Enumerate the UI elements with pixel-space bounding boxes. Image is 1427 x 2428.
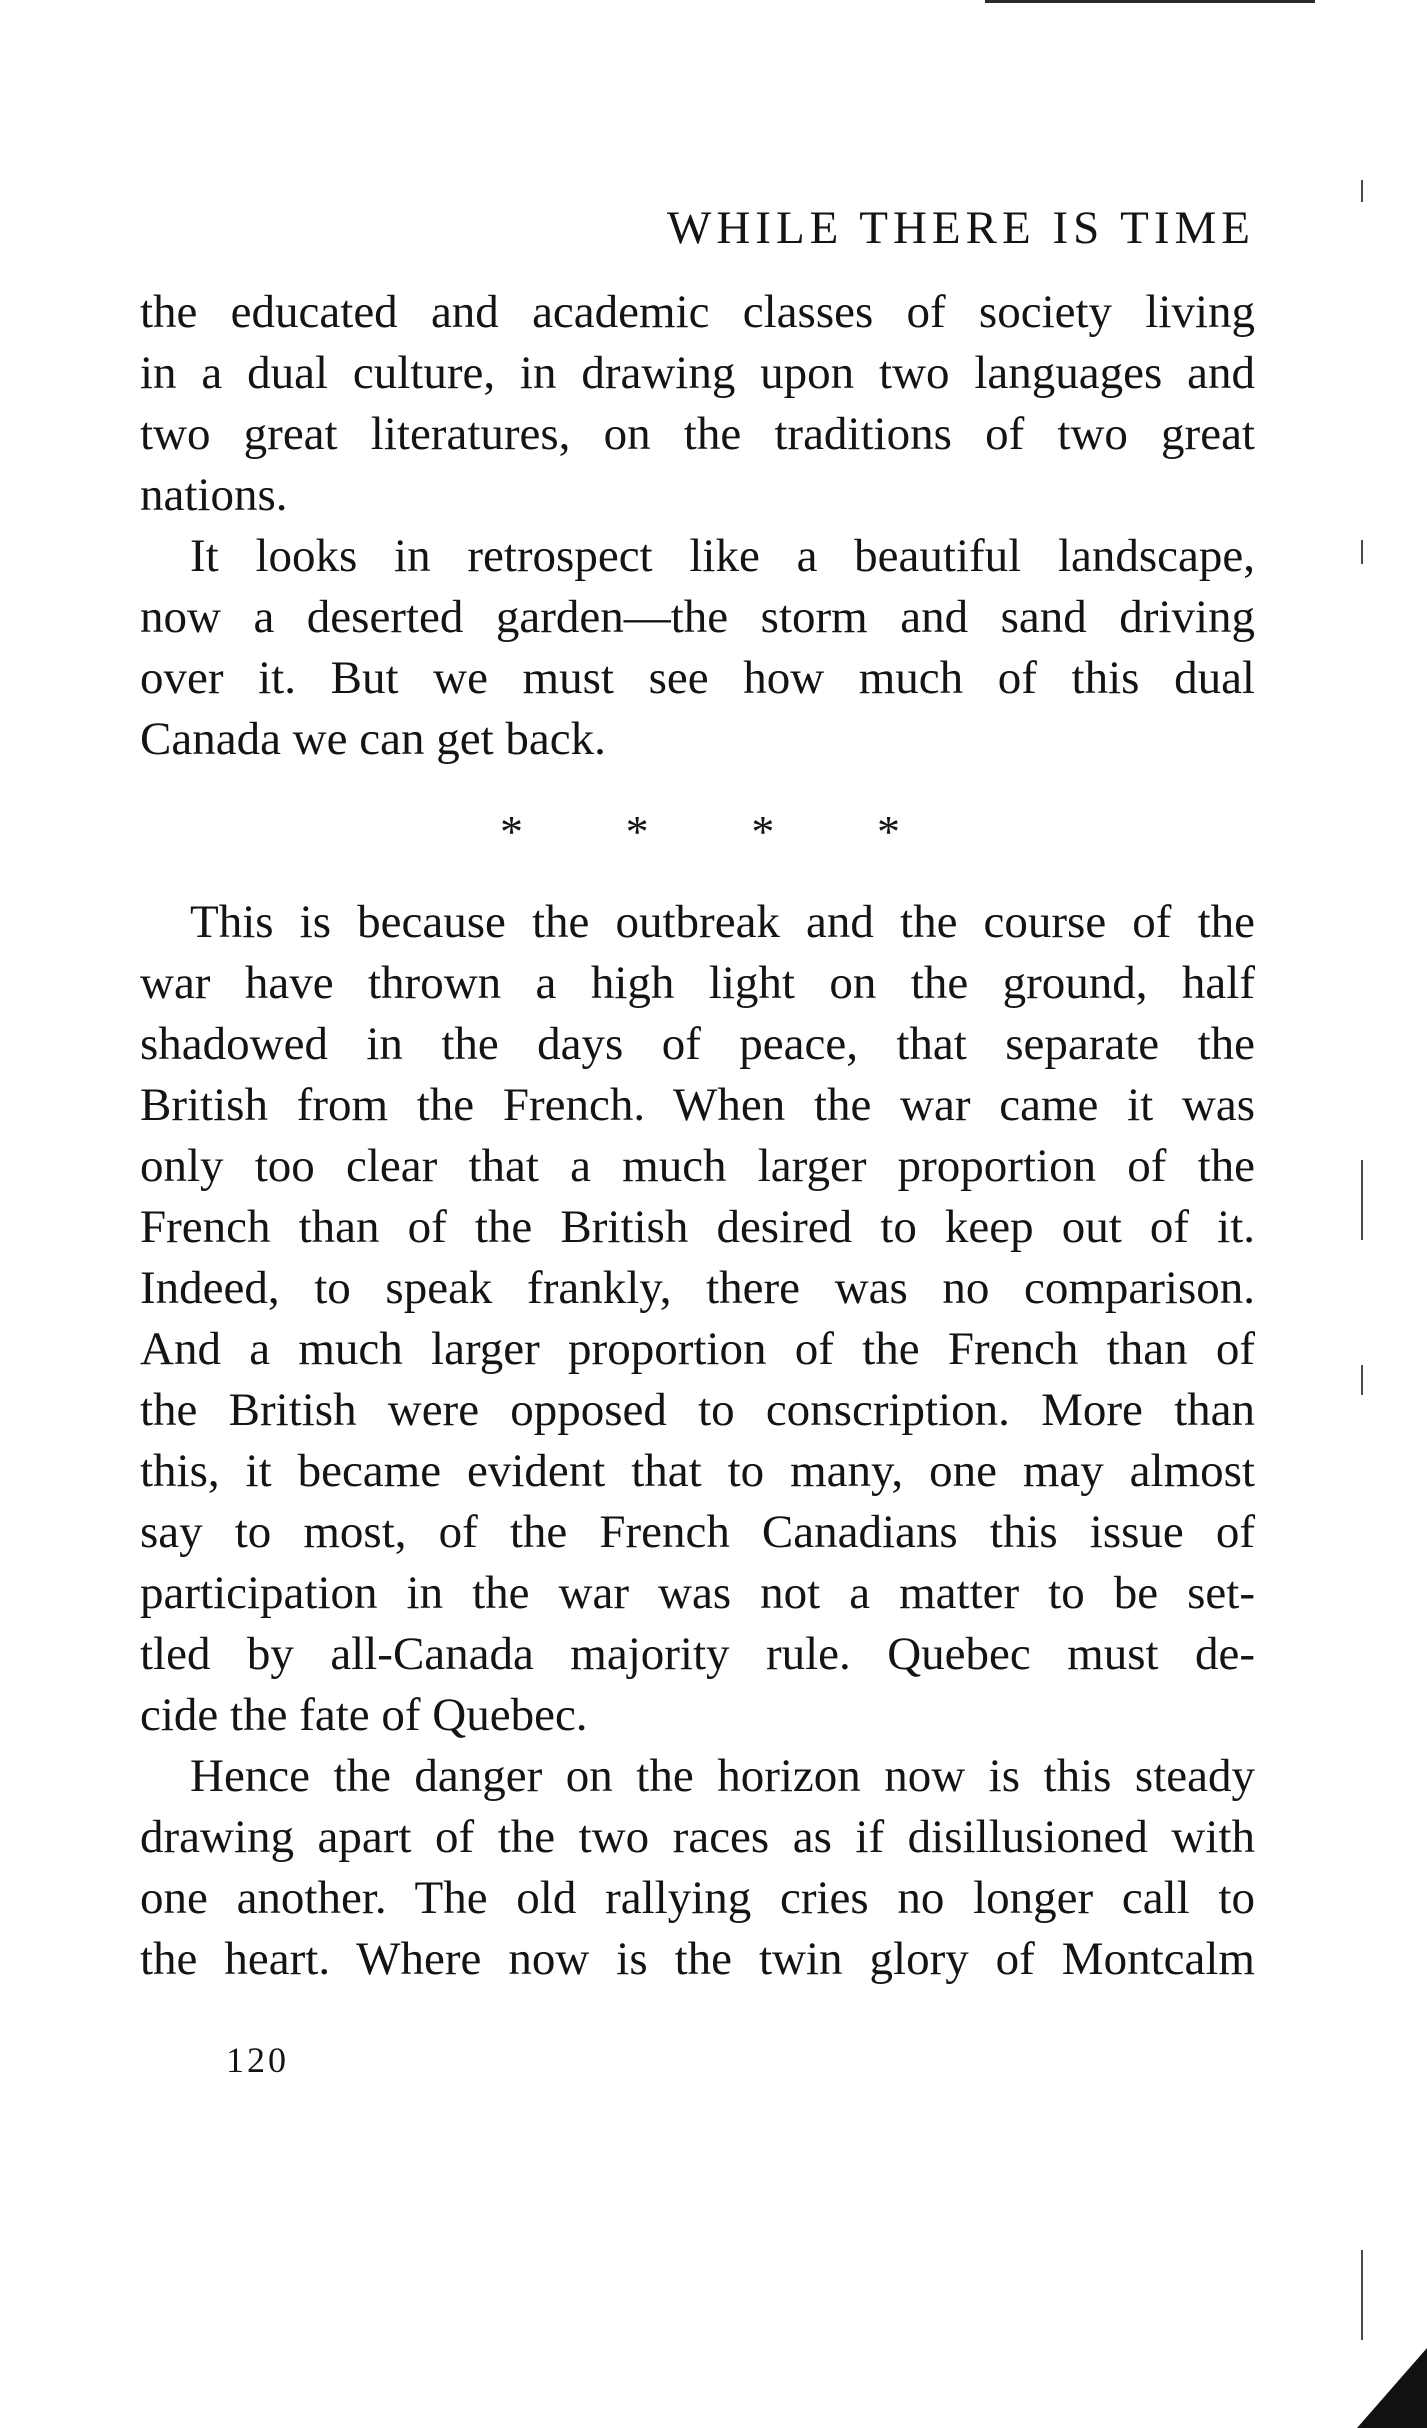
text-line: drawing apart of the two races as if disillusioned with bbox=[140, 1811, 1255, 1863]
text-line: And a much larger proportion of the French than of bbox=[140, 1323, 1255, 1375]
text-line: war have thrown a high light on the ground, half bbox=[140, 957, 1255, 1009]
text-line: say to most, of the French Canadians this issue of bbox=[140, 1506, 1255, 1558]
page-number: 120 bbox=[226, 2040, 289, 2080]
scan-edge-mark bbox=[1361, 180, 1363, 202]
asterisk: * bbox=[625, 806, 649, 857]
text-line: nations. bbox=[140, 469, 288, 521]
text-line: now a deserted garden—the storm and sand driving bbox=[140, 591, 1255, 643]
scan-edge-mark bbox=[1361, 1160, 1363, 1240]
text-line: It looks in retrospect like a beautiful landscape, bbox=[190, 530, 1255, 582]
text-line: one another. The old rallying cries no longer call to bbox=[140, 1872, 1255, 1924]
text-line: participation in the war was not a matter to be set- bbox=[140, 1567, 1255, 1619]
paragraph bbox=[140, 526, 1255, 770]
text-line: This is because the outbreak and the course of the bbox=[190, 896, 1255, 948]
text-line: French than of the British desired to keep out of it. bbox=[140, 1201, 1255, 1253]
paragraph bbox=[140, 282, 1255, 526]
asterisk: * bbox=[751, 806, 775, 857]
scan-edge-mark bbox=[1361, 540, 1363, 564]
text-line: British from the French. When the war came it was bbox=[140, 1079, 1255, 1131]
text-line: in a dual culture, in drawing upon two languages and bbox=[140, 347, 1255, 399]
text-line: the heart. Where now is the twin glory of Montcalm bbox=[140, 1933, 1255, 1985]
text-line: over it. But we must see how much of this dual bbox=[140, 652, 1255, 704]
text-line: this, it became evident that to many, one may almost bbox=[140, 1445, 1255, 1497]
text-block-before-break bbox=[140, 282, 1255, 770]
text-line: the British were opposed to conscription. More than bbox=[140, 1384, 1255, 1436]
page-edge-rule bbox=[985, 0, 1315, 3]
text-line: tled by all-Canada majority rule. Quebec must de- bbox=[140, 1628, 1255, 1680]
text-block-after-break bbox=[140, 892, 1255, 1990]
asterisk: * bbox=[876, 806, 900, 857]
asterisk: * bbox=[500, 806, 523, 857]
text-line: shadowed in the days of peace, that separate the bbox=[140, 1018, 1255, 1070]
text-line: the educated and academic classes of society living bbox=[140, 286, 1255, 338]
text-line: Canada we can get back. bbox=[140, 713, 606, 765]
text-line: only too clear that a much larger proportion of the bbox=[140, 1140, 1255, 1192]
scan-edge-mark bbox=[1361, 1365, 1363, 1395]
text-line: Indeed, to speak frankly, there was no comparison. bbox=[140, 1262, 1255, 1314]
paragraph bbox=[140, 1746, 1255, 1990]
paragraph bbox=[140, 892, 1255, 1746]
text-line: cide the fate of Quebec. bbox=[140, 1689, 588, 1741]
running-head: WHILE THERE IS TIME bbox=[667, 202, 1255, 254]
text-line: two great literatures, on the traditions of two great bbox=[140, 408, 1255, 460]
page-corner-shadow bbox=[1357, 2348, 1427, 2428]
scan-edge-mark bbox=[1361, 2250, 1363, 2340]
text-line: Hence the danger on the horizon now is this steady bbox=[190, 1750, 1255, 1802]
section-break-ornament bbox=[500, 802, 900, 862]
